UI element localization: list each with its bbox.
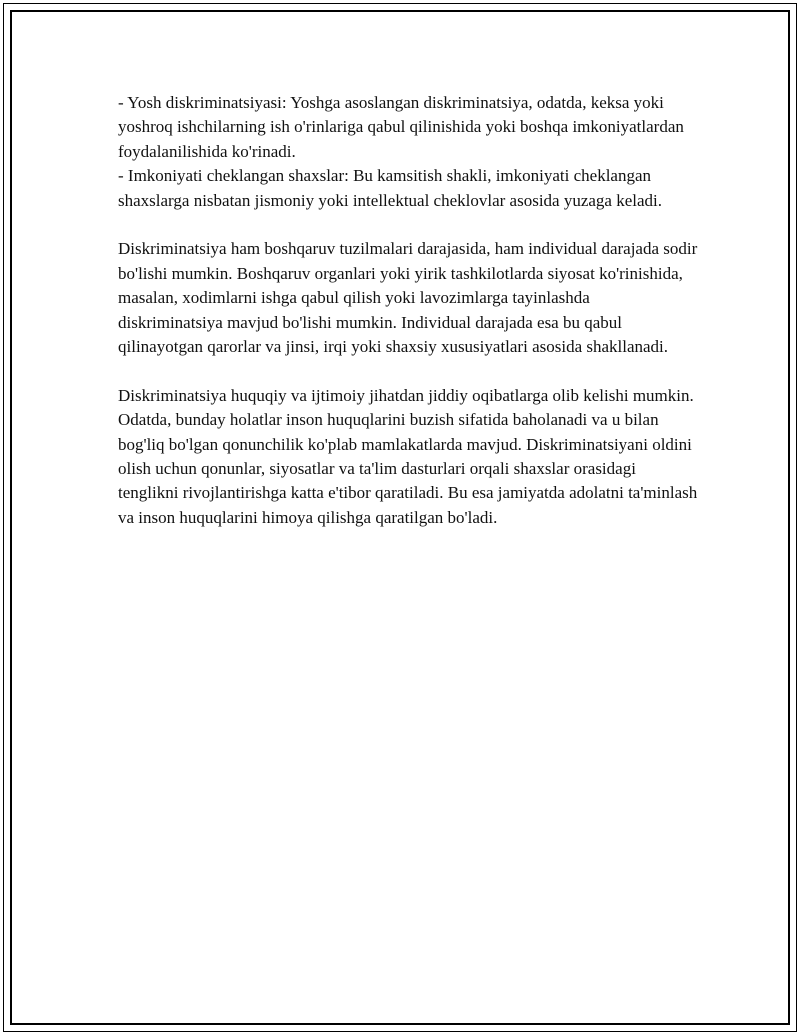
paragraph-consequences: Diskriminatsiya huquqiy va ijtimoiy jihatdan jiddiy oqibatlarga olib kelishi mumkin. Odatda, bunday holatlar inson huquqlarini buzish sifatida baholanadi va u bilan bog'liq bo'lgan qonunchilik ko'plab mamlakatlarda mavjud. Diskriminatsiyani oldini olish uchun qonunlar, siyosatlar va ta'lim dasturlari orqali shaxslar orasidagi tenglikni rivojlantirishga katta e'tibor qaratiladi. Bu esa jamiyatda adolatni ta'minlash va inson huquqlarini himoya qilishga qaratilgan bo'ladi.: [118, 385, 698, 527]
paragraph-levels-of-discrimination: Diskriminatsiya ham boshqaruv tuzilmalari darajasida, ham individual darajada sodir bo'lishi mumkin. Boshqaruv organlari yoki yirik tashkilotlarda siyosat ko'rinishida, masalan, xodimlarni ishga qabul qilish yoki lavozimlarga tayinlashda diskriminatsiya mavjud bo'lishi mumkin. Individual darajada esa bu qabul qilinayotgan qarorlar va jinsi, irqi yoki shaxsiy xususiyatlari asosida shakllanadi.: [118, 239, 698, 357]
document-body: [118, 91, 698, 530]
list-item-disability-discrimination: - Imkoniyati cheklangan shaxslar: Bu kamsitish shakli, imkoniyati cheklangan shaxslarga nisbatan jismoniy yoki intellektual cheklovlar asosida yuzaga keladi.: [118, 166, 663, 210]
list-item-age-discrimination: - Yosh diskriminatsiyasi: Yoshga asoslangan diskriminatsiya, odatda, keksa yoki yoshroq ishchilarning ish o'rinlariga qabul qilinishida yoki boshqa imkoniyatlardan foydalanilishida ko'rinadi.: [118, 93, 684, 161]
